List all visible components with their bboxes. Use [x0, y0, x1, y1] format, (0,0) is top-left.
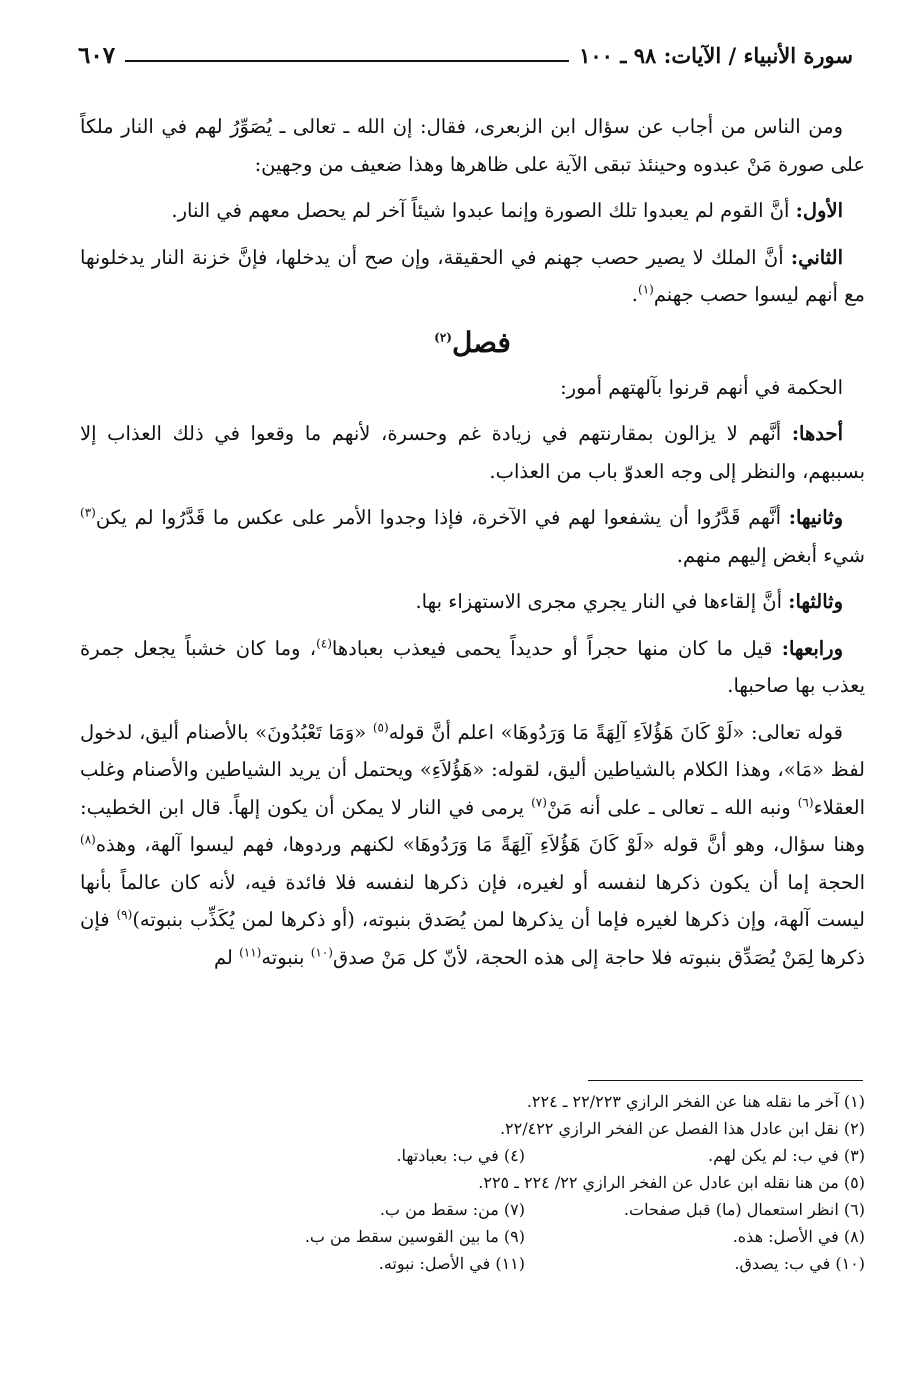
footnote-4: (٤) في ب: بعبادتها. — [396, 1146, 525, 1165]
commentary-c: ونبه الله ـ تعالى ـ على أنه مَنْ — [546, 795, 798, 819]
point-3 — [80, 583, 865, 621]
footnote-ref-4: (٤) — [316, 636, 332, 650]
commentary-d: يرمى في النار لا يمكن أن يكون إلهاً. قال ابن الخطيب: وهنا سؤال، وهو أنَّ قوله «لَوْ كَانَ هَؤُلاَءِ آلِهَةً مَا وَرَدُوهَا» لكنهم وردوها، فهم ليسوا آلهة، وهذه — [80, 795, 865, 856]
footnotes — [80, 1088, 865, 1277]
footnote-10: (١٠) في ب: يصدق. — [734, 1254, 865, 1273]
point-4 — [80, 630, 865, 705]
second-label: الثاني: — [790, 245, 843, 269]
footnote-ref-6: (٦) — [797, 795, 814, 809]
footnote-11: (١١) في الأصل: نبوته. — [378, 1254, 525, 1273]
footnote-row-8-9 — [80, 1223, 865, 1250]
point-2-text-b: شيء أبغض إليهم منهم. — [676, 543, 865, 567]
point-4-text-a: قيل ما كان منها حجراً أو حديداً يحمى فيعذب بعبادها — [331, 636, 782, 660]
footnote-row-10-11 — [80, 1250, 865, 1277]
point-2-text-a: أنَّهم قَدَّرُوا أن يشفعوا لهم في الآخرة، فإذا وجدوا الأمر على عكس ما قَدَّرُوا لم يكن — [95, 506, 789, 529]
commentary-g: بنبوته — [261, 945, 311, 969]
page-number: ٦٠٧ — [78, 41, 116, 69]
footnote-9: (٩) ما بين القوسين سقط من ب. — [304, 1227, 525, 1246]
wisdom-paragraph: الحكمة في أنهم قرنوا بآلهتهم أمور: — [560, 375, 843, 399]
footnote-5: (٥) من هنا نقله ابن عادل عن الفخر الرازي ٢٢/ ٢٢٤ ـ ٢٢٥. — [478, 1173, 865, 1192]
point-1-text: أنَّهم لا يزالون بمقارنتهم في زيادة غم وحسرة، لأنهم ما وقعوا في ذلك العذاب إلا بسببهم، والنظر إلى وجه العدوّ باب من العذاب. — [80, 422, 865, 483]
footnote-ref-1: (١) — [638, 282, 654, 297]
footnote-7: (٧) من: سقط من ب. — [379, 1200, 525, 1219]
footnote-ref-8: (٨) — [80, 832, 96, 847]
footnote-row-6-7 — [80, 1196, 865, 1223]
point-3-text: أنَّ إلقاءها في النار يجري مجرى الاستهزاء بها. — [415, 590, 789, 613]
point-3-label: وثالثها: — [788, 590, 843, 613]
commentary-b: «وَمَا تَعْبُدُونَ» بالأصنام أليق، لدخول لفظ «مَا»، وهذا الكلام بالشياطين أليق، لقوله: «هَؤُلاَءِ» ويحتمل أن يريد الشياطين والأصنام وغلب العقلاء — [80, 720, 865, 819]
first-text: أنَّ القوم لم يعبدوا تلك الصورة وإنما عبدوا شيئاً آخر لم يحصل معهم في النار. — [171, 199, 796, 222]
footnote-row-3-4 — [80, 1142, 865, 1169]
point-2 — [80, 499, 865, 574]
second-point — [80, 239, 865, 314]
second-text: أنَّ الملك لا يصير حصب جهنم في الحقيقة، وإن صح أن يدخلها، فإنَّ خزنة النار يدخلونها مع أنهم ليسوا حصب جهنم — [80, 245, 865, 306]
quran-commentary — [80, 714, 865, 977]
footnote-ref-3: (٣) — [80, 505, 96, 520]
section-heading — [80, 323, 865, 363]
first-label: الأول: — [795, 199, 843, 222]
point-4-label: ورابعها: — [781, 636, 843, 660]
main-text — [80, 108, 865, 985]
footnote-2: (٢) نقل ابن عادل هذا الفصل عن الفخر الرازي ٢٢/٤٢٢. — [499, 1119, 865, 1138]
point-2-label: وثانيها: — [788, 506, 843, 529]
section-heading-text: فصل — [451, 325, 511, 359]
intro-paragraph: ومن الناس من أجاب عن سؤال ابن الزبعرى، فقال: إن الله ـ تعالى ـ يُصَوِّرُ لهم في النار ملكاً على صورة مَنْ عبدوه وحينئذ تبقى الآية على ظاهرها وهذا ضعيف من وجهين: — [80, 115, 865, 176]
footnote-ref-7: (٧) — [531, 795, 547, 809]
footnote-ref-2: (٢) — [434, 330, 452, 345]
commentary-h: لم — [213, 945, 240, 969]
footnote-8: (٨) في الأصل: هذه. — [732, 1227, 865, 1246]
commentary-e: الحجة إما أن يكون ذكرها لنفسه أو لغيره، فإن ذكرها لنفسه فلا فائدة فيه، لأنه كان عالماً بأنها ليست آلهة، وإن ذكرها لغيره فإما أن يذكرها لمن يُصَدق بنبوته، (أو ذكرها لمن يُكَذِّب بنبوته) — [80, 870, 865, 931]
footnote-rule — [588, 1080, 863, 1081]
commentary-a: قوله تعالى: «لَوْ كَانَ هَؤُلاَءِ آلِهَةً مَا وَرَدُوهَا» اعلم أنَّ قوله — [388, 720, 843, 744]
footnote-1: (١) آخر ما نقله هنا عن الفخر الرازي ٢٢/٢٢٣ ـ ٢٢٤. — [526, 1092, 865, 1111]
footnote-ref-11: (١١) — [239, 945, 262, 959]
footnote-ref-10: (١٠) — [310, 945, 333, 959]
commentary-f: فإن ذكرها لِمَنْ يُصَدِّق بنبوته فلا حاجة إلى هذه الحجة، لأنّ كل مَنْ صدق — [80, 908, 865, 969]
footnote-ref-5: (٥) — [372, 720, 389, 734]
first-point — [80, 192, 865, 230]
second-end: . — [631, 283, 638, 306]
point-4-text-b: ، وما كان خشباً يجعل جمرة يعذب بها صاحبها. — [80, 636, 865, 697]
header-rule — [125, 48, 569, 62]
point-1 — [80, 415, 865, 490]
footnote-6: (٦) انظر استعمال (ما) قبل صفحات. — [623, 1200, 865, 1219]
footnote-ref-9: (٩) — [116, 907, 133, 922]
point-1-label: أحدها: — [791, 422, 843, 445]
running-title: سورة الأنبياء / الآيات: ٩٨ ـ ١٠٠ — [579, 42, 853, 68]
footnote-3: (٣) في ب: لم يكن لهم. — [708, 1146, 865, 1165]
page-header — [78, 38, 853, 72]
